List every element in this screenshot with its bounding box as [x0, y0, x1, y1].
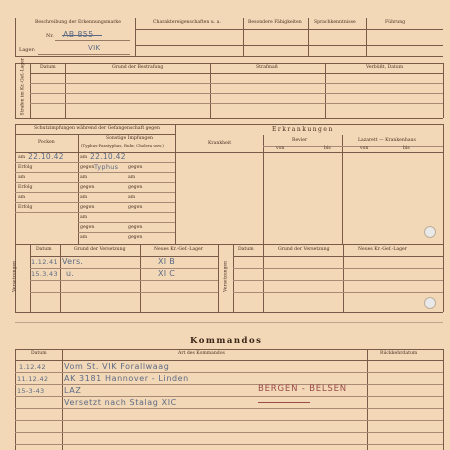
col-charakter: Charaktereigenschaften u. a. — [153, 20, 221, 25]
erkrank-lazarett: Lazarett — Krankenhaus — [358, 138, 416, 143]
versetz-row2-grund: u. — [66, 269, 75, 278]
versetz-grund-r: Grund der Versetzung — [278, 247, 330, 252]
impf-erfolg-3: Erfolg — [18, 205, 33, 210]
erkrank-revier-bis: bis — [324, 146, 331, 151]
col-erkennungsmarke: Beschreibung der Erkennungsmarke — [35, 20, 121, 25]
versetz-row2-lager: XI C — [158, 269, 176, 278]
erkrank-revier-von: von — [276, 146, 285, 151]
impf-gegen-7: gegen — [80, 225, 95, 230]
impf-am-3: am — [18, 175, 26, 180]
versetz-side-right: Versetzungen — [223, 260, 229, 293]
lager-label: Lager: — [19, 47, 36, 53]
impf-am-2: am — [80, 155, 88, 160]
erkrank-title: Erkrankungen — [272, 126, 334, 133]
impf-gegen-4: gegen — [128, 185, 143, 190]
impf-am-1: am — [18, 155, 26, 160]
nr-label: Nr. — [46, 33, 54, 39]
impf-sonstige: Sonstige Impfungen — [106, 136, 154, 141]
versetz-grund-l: Grund der Versetzung — [74, 247, 126, 252]
kommandos-title: Kommandos — [190, 336, 263, 346]
impf-am-5: am — [128, 175, 136, 180]
impf-gegen-6: gegen — [128, 205, 143, 210]
kommando-row-3-datum: 15-3-43 — [17, 387, 45, 395]
versetz-neues-r: Neues Kr.-Gef.-Lager — [358, 247, 407, 252]
versetz-row1-datum: 1.12.41 — [31, 258, 58, 266]
strafen-grund: Grund der Bestrafung — [112, 65, 164, 70]
strafen-verbuesst: Verbüßt, Datum — [366, 65, 404, 70]
punch-hole-bottom — [424, 297, 436, 309]
versetz-row1-grund: Vers. — [62, 257, 84, 266]
kommandos-datum-head: Datum — [31, 351, 47, 356]
impf-sonstige-sub: (Typhus-Paratyphus, Ruhr, Cholera usw.) — [81, 143, 164, 148]
kommandos-rueck-head: Rückkehrdatum — [380, 351, 418, 356]
kommando-row-4-text: Versetzt nach Stalag XIC — [64, 398, 177, 407]
impf-gegen-2: gegen — [128, 165, 143, 170]
impf-am-7: am — [80, 195, 88, 200]
impf-gegen-value: Typhus — [94, 163, 119, 171]
versetz-datum-r: Datum — [238, 247, 254, 252]
kommando-row-1-text: Vom St. VIK Forallwaag — [64, 362, 170, 371]
impf-title: Schutzimpfungen während der Gefangenschaft gegen — [34, 126, 160, 131]
kommando-row-2-datum: 11.12.42 — [17, 375, 49, 383]
strafen-datum: Datum — [40, 65, 56, 70]
erkrank-revier: Revier — [292, 138, 308, 143]
impf-gegen-5: gegen — [80, 205, 95, 210]
kommandos-art-head: Art des Kommandos — [178, 351, 225, 356]
kommando-row-2-text: AK 3181 Hannover - Linden — [64, 374, 189, 383]
kommando-row-3-text: LAZ — [64, 386, 82, 395]
versetz-side-left: Versetzungen — [12, 260, 18, 293]
impf-gegen-3: gegen — [80, 185, 95, 190]
erkrank-laz-bis: bis — [403, 146, 410, 151]
impf-gegen-1: gegen — [80, 165, 95, 170]
versetz-datum-l: Datum — [36, 247, 52, 252]
impf-am-4: am — [80, 175, 88, 180]
impf-gegen-9: gegen — [128, 235, 143, 240]
impf-am-6: am — [18, 195, 26, 200]
col-fuehrung: Führung — [385, 20, 406, 25]
impf-am-8: am — [128, 195, 136, 200]
kommando-row-1-datum: 1.12.42 — [19, 363, 46, 371]
col-faehigkeiten: Besondere Fähigkeiten — [248, 20, 302, 25]
strafen-strafmass: Strafmaß — [256, 65, 278, 70]
impf-pocken: Pocken — [38, 140, 55, 145]
erkrank-krankheit: Krankheit — [208, 141, 232, 146]
impf-sonstige-date: 22.10.42 — [90, 152, 126, 161]
lager-value: VIK — [88, 44, 101, 52]
punch-hole-top — [424, 226, 436, 238]
impf-erfolg-2: Erfolg — [18, 185, 33, 190]
impf-erfolg-1: Erfolg — [18, 165, 33, 170]
impf-gegen-8: gegen — [128, 225, 143, 230]
kommando-row-3-extra: BERGEN - BELSEN — [258, 384, 347, 394]
impf-am-9: am — [80, 215, 88, 220]
impf-am-10: am — [80, 235, 88, 240]
impf-pocken-date: 22.10.42 — [28, 152, 64, 161]
col-sprachen: Sprachkenntnisse — [314, 20, 356, 25]
strafen-side-label: Strafen im Kr.-Gef.-Lager — [20, 57, 26, 116]
versetz-neues-l: Neues Kr.-Gef.-Lager — [154, 247, 203, 252]
versetz-row1-lager: XI B — [158, 257, 176, 266]
versetz-row2-datum: 15.3.43 — [31, 270, 58, 278]
erkrank-laz-von: von — [360, 146, 369, 151]
